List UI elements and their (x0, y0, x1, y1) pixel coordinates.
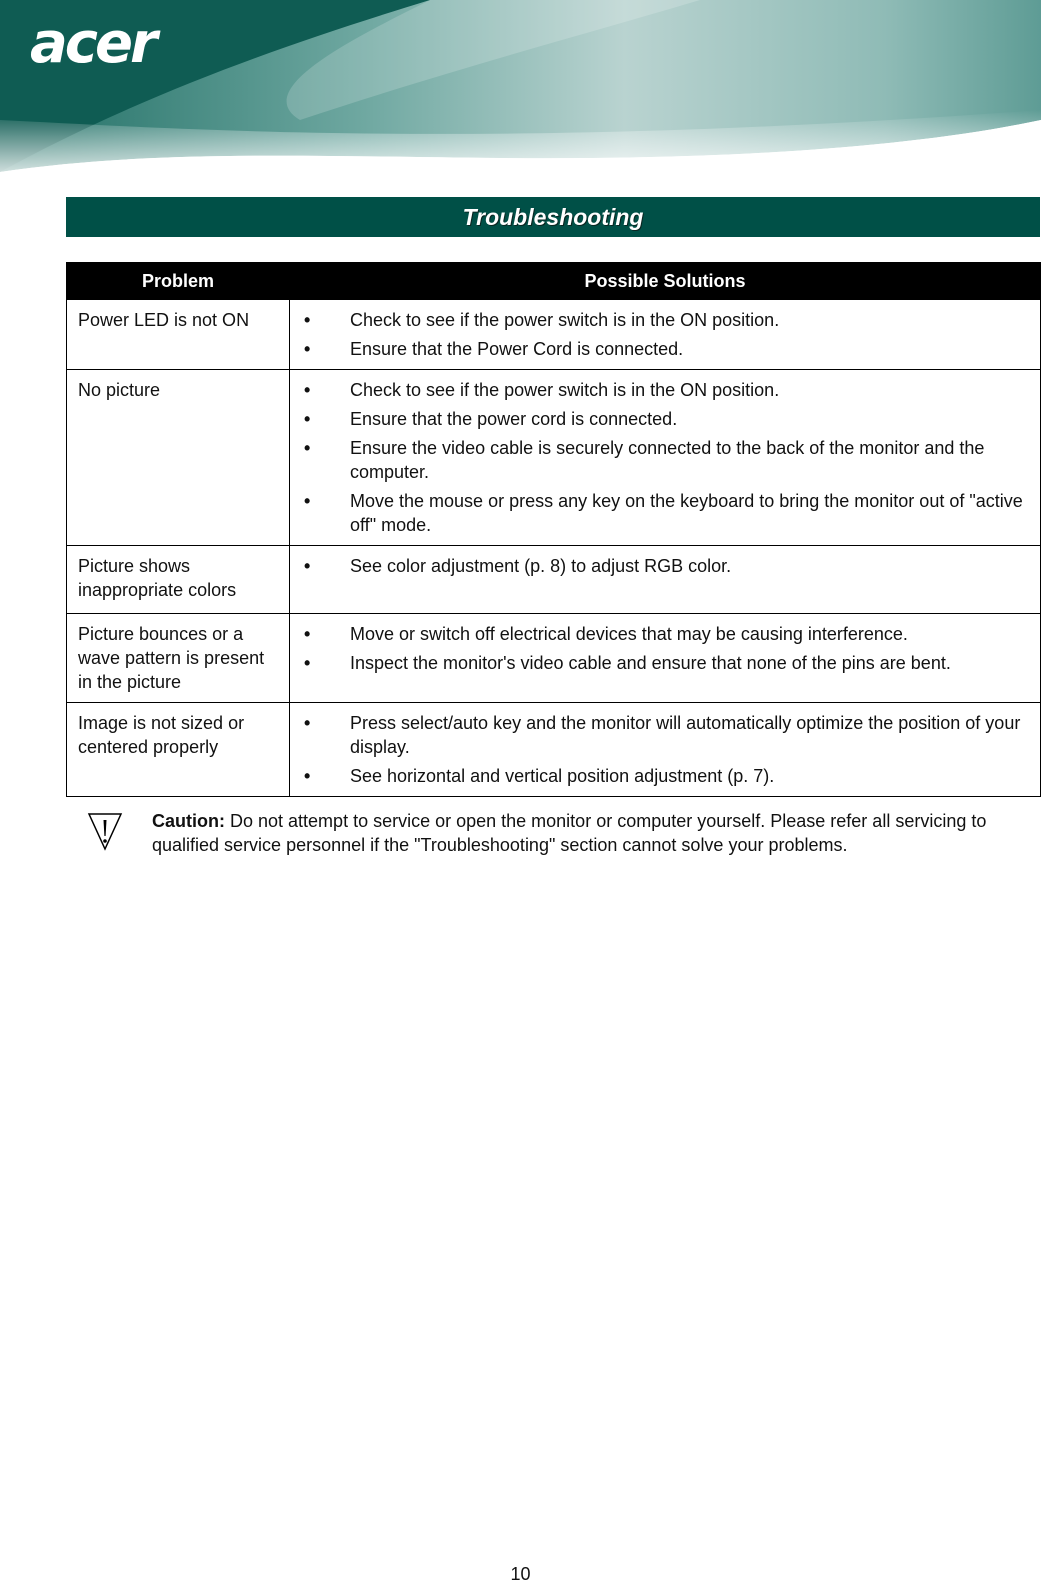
solution-item: • Ensure that the power cord is connected. (304, 409, 678, 429)
solution-item: • Check to see if the power switch is in the ON position. (304, 380, 780, 400)
warning-icon (87, 811, 123, 851)
solution-item: • Check to see if the power switch is in the ON position. (304, 310, 780, 330)
bullet-icon: • (304, 766, 311, 786)
column-header-problem: Problem (67, 263, 290, 300)
solution-item: • Ensure the video cable is securely connected to the back of the monitor and the computer. (304, 438, 985, 482)
bullet-icon: • (304, 556, 311, 576)
problem-cell: Picture bounces or a wave pattern is present in the picture (67, 614, 290, 703)
section-title: Troubleshooting (462, 203, 644, 230)
solution-item: • Ensure that the Power Cord is connected. (304, 339, 684, 359)
caution-label: Caution: (152, 811, 225, 831)
solution-item: • Move or switch off electrical devices that may be causing interference. (304, 624, 908, 644)
solutions-cell (290, 546, 1041, 614)
table-row (67, 370, 1041, 546)
solution-item: • See horizontal and vertical position adjustment (p. 7). (304, 766, 775, 786)
troubleshooting-table (66, 262, 1041, 797)
solution-item: • Press select/auto key and the monitor will automatically optimize the position of your display. (304, 713, 1021, 757)
table-row (67, 703, 1041, 797)
bullet-icon: • (304, 380, 311, 400)
bullet-icon: • (304, 491, 311, 511)
table-row (67, 614, 1041, 703)
solution-item: • Move the mouse or press any key on the keyboard to bring the monitor out of "active off" mode. (304, 491, 1023, 535)
solution-list (304, 711, 1030, 788)
bullet-icon: • (304, 339, 311, 359)
solution-list (304, 622, 1030, 675)
header-banner (0, 0, 1041, 180)
solutions-cell (290, 370, 1041, 546)
solution-list (304, 378, 1030, 537)
column-header-solutions: Possible Solutions (290, 263, 1041, 300)
solution-item: • See color adjustment (p. 8) to adjust RGB color. (304, 556, 732, 576)
solutions-cell (290, 300, 1041, 370)
acer-logo: acer (30, 11, 155, 76)
problem-cell: Power LED is not ON (67, 300, 290, 370)
solution-list (304, 554, 1030, 578)
bullet-icon: • (304, 713, 311, 733)
caution-text (152, 809, 1007, 857)
table-header-row (67, 263, 1041, 300)
solutions-cell (290, 614, 1041, 703)
bullet-icon: • (304, 438, 311, 458)
caution-body: Do not attempt to service or open the monitor or computer yourself. Please refer all servicing to qualified service personnel if the "Troubleshooting" section cannot solve your problems. (152, 811, 987, 855)
table-row (67, 546, 1041, 614)
solution-list (304, 308, 1030, 361)
table-row (67, 300, 1041, 370)
bullet-icon: • (304, 409, 311, 429)
problem-cell: No picture (67, 370, 290, 546)
problem-cell: Image is not sized or centered properly (67, 703, 290, 797)
bullet-icon: • (304, 310, 311, 330)
solutions-cell (290, 703, 1041, 797)
solution-item: • Inspect the monitor's video cable and ensure that none of the pins are bent. (304, 653, 951, 673)
bullet-icon: • (304, 624, 311, 644)
section-title-bar (66, 197, 1040, 237)
bullet-icon: • (304, 653, 311, 673)
page-number: 10 (510, 1564, 531, 1584)
header-wave-graphic (0, 0, 1041, 180)
problem-cell: Picture shows inappropriate colors (67, 546, 290, 614)
